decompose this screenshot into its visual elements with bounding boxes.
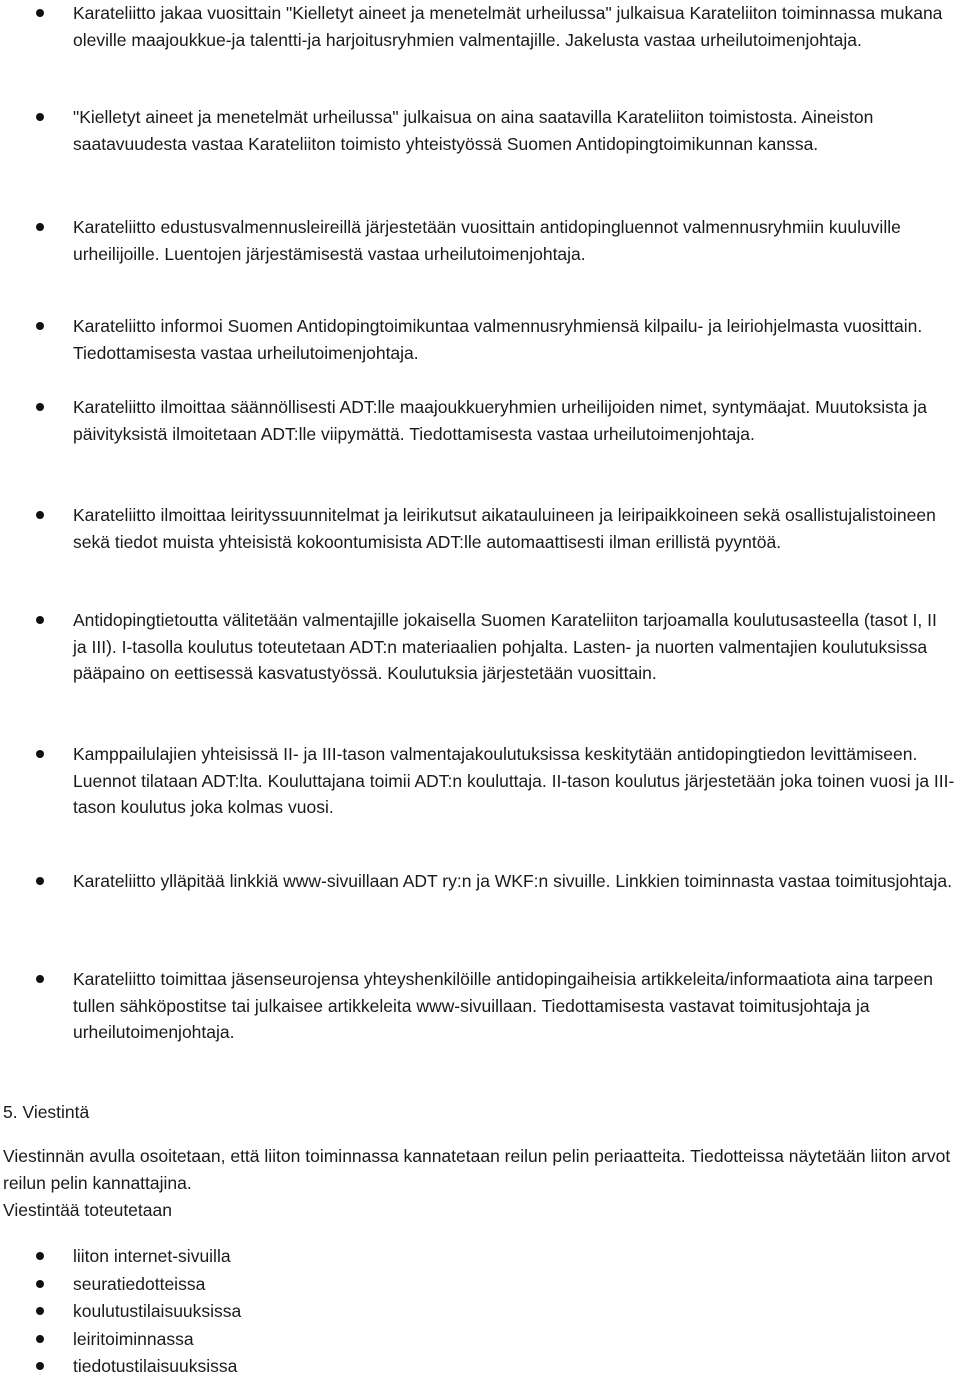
bullet-item: [73, 966, 955, 1046]
bullet-dot-icon: [36, 1362, 44, 1370]
bullet-text: Karateliitto jakaa vuosittain "Kielletyt aineet ja menetelmät urheilussa" julkaisua Karateliiton toiminnassa mukana oleville maajoukkue-ja talentti-ja harjoitusryhmien valmentajille. Jakelusta vastaa urheilutoimenjohtaja.: [73, 3, 943, 50]
section-heading: 5. Viestintä: [3, 1102, 90, 1122]
bullet-item: [73, 394, 955, 447]
list-item: [73, 1298, 241, 1325]
bullet-dot-icon: [36, 9, 44, 17]
list-item-text: seuratiedotteissa: [73, 1274, 206, 1294]
bullet-dot-icon: [36, 975, 44, 983]
bullet-item: [73, 313, 955, 366]
bullet-text: Karateliitto informoi Suomen Antidopingtoimikuntaa valmennusryhmiensä kilpailu- ja leiriohjelmasta vuosittain. Tiedottamisesta vastaa urheilutoimenjohtaja.: [73, 316, 923, 363]
list-item-text: liiton internet-sivuilla: [73, 1246, 231, 1266]
bullet-text: Karateliitto edustusvalmennusleireillä järjestetään vuosittain antidopingluennot valmennusryhmiin kuuluville urheilijoille. Luentojen järjestämisestä vastaa urheilutoimenjohtaja.: [73, 217, 901, 264]
list-item: [73, 1326, 194, 1353]
bullet-item: [73, 868, 955, 895]
list-item-text: tiedotustilaisuuksissa: [73, 1356, 238, 1376]
list-item: [73, 1243, 231, 1270]
bullet-dot-icon: [36, 1252, 44, 1260]
bullet-item: [73, 0, 955, 53]
bullet-dot-icon: [36, 616, 44, 624]
bullet-item: [73, 214, 955, 267]
bullet-dot-icon: [36, 511, 44, 519]
section-lead: Viestintää toteutetaan: [3, 1200, 172, 1220]
bullet-text: Karateliitto ylläpitää linkkiä www-sivuillaan ADT ry:n ja WKF:n sivuille. Linkkien toiminnasta vastaa toimitusjohtaja.: [73, 871, 952, 891]
list-item: [73, 1271, 205, 1298]
bullet-text: Karateliitto toimittaa jäsenseurojensa yhteyshenkilöille antidopingaiheisia artikkeleita/informaatiota aina tarpeen tullen sähköpostitse tai julkaisee artikkeleita www-sivuillaan. Tiedottamisesta vastavat toimitusjohtaja ja urheilutoimenjohtaja.: [73, 969, 933, 1042]
bullet-item: [73, 502, 955, 555]
bullet-dot-icon: [36, 1280, 44, 1288]
bullet-dot-icon: [36, 223, 44, 231]
bullet-dot-icon: [36, 322, 44, 330]
bullet-text: Karateliitto ilmoittaa leirityssuunnitelmat ja leirikutsut aikatauluineen ja leiripaikkoineen sekä osallistujalistoineen sekä tiedot muista yhteisistä kokoontumisista ADT:lle automaattisesti ilman erillistä pyyntöä.: [73, 505, 936, 552]
bullet-dot-icon: [36, 877, 44, 885]
bullet-dot-icon: [36, 1307, 44, 1315]
bullet-dot-icon: [36, 403, 44, 411]
bullet-item: [73, 104, 955, 157]
bullet-text: Antidopingtietoutta välitetään valmentajille jokaisella Suomen Karateliiton tarjoamalla koulutusasteella (tasot I, II ja III). I-tasolla koulutus toteutetaan ADT:n materiaalien pohjalta. Lasten- ja nuorten valmentajien koulutuksissa pääpaino on eettisessä kasvatustyössä. Koulutuksia järjestetään vuosittain.: [73, 610, 937, 683]
list-item: [73, 1353, 237, 1380]
bullet-text: Kamppailulajien yhteisissä II- ja III-tason valmentajakoulutuksissa keskitytään antidopingtiedon levittämiseen. Luennot tilataan ADT:lta. Kouluttajana toimii ADT:n kouluttaja. II-tason koulutus järjestetään joka toinen vuosi ja III-tason koulutus joka kolmas vuosi.: [73, 744, 955, 817]
bullet-item: [73, 741, 955, 821]
bullet-dot-icon: [36, 1335, 44, 1343]
bullet-dot-icon: [36, 113, 44, 121]
list-item-text: leiritoiminnassa: [73, 1329, 194, 1349]
section-intro: Viestinnän avulla osoitetaan, että liiton toiminnassa kannatetaan reilun pelin periaatteita. Tiedotteissa näytetään liiton arvot reilun pelin kannattajina.: [3, 1146, 951, 1193]
bullet-text: Karateliitto ilmoittaa säännöllisesti ADT:lle maajoukkueryhmien urheilijoiden nimet, syntymäajat. Muutoksista ja päivityksistä ilmoitetaan ADT:lle viipymättä. Tiedottamisesta vastaa urheilutoimenjohtaja.: [73, 397, 928, 444]
list-item-text: koulutustilaisuuksissa: [73, 1301, 242, 1321]
bullet-item: [73, 607, 955, 687]
bullet-text: "Kielletyt aineet ja menetelmät urheilussa" julkaisua on aina saatavilla Karateliiton toimistosta. Aineiston saatavuudesta vastaa Karateliiton toimisto yhteistyössä Suomen Antidopingtoimikunnan kanssa.: [73, 107, 874, 154]
bullet-dot-icon: [36, 750, 44, 758]
